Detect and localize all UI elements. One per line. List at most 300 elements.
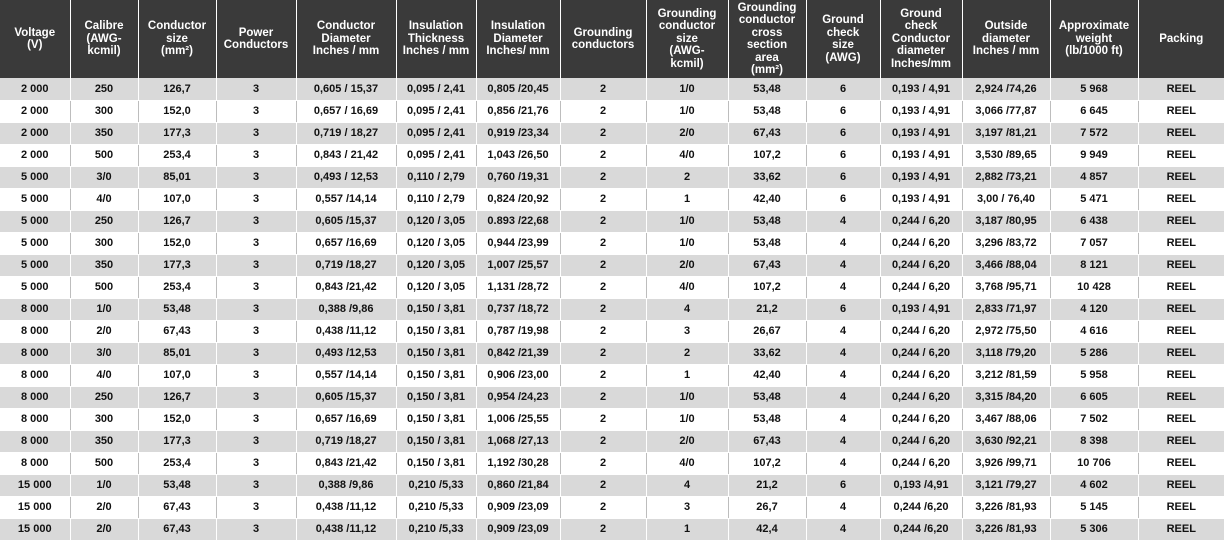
conductor-size-header: Conductor size (mm²) <box>138 0 216 78</box>
table-cell: 0,605 /15,37 <box>296 210 396 232</box>
table-cell: 1,043 /26,50 <box>476 144 560 166</box>
table-cell: 5 000 <box>0 210 70 232</box>
header-row <box>0 0 1224 78</box>
table-cell: 15 000 <box>0 474 70 496</box>
table-cell: 0,657 /16,69 <box>296 232 396 254</box>
table-cell: 6 438 <box>1050 210 1138 232</box>
table-cell: 53,48 <box>728 78 806 100</box>
table-cell: 2 000 <box>0 78 70 100</box>
table-cell: 4 <box>806 518 880 540</box>
table-cell: 4 <box>806 254 880 276</box>
table-cell: REEL <box>1138 254 1224 276</box>
table-cell: 0,150 / 3,81 <box>396 298 476 320</box>
table-cell: 250 <box>70 210 138 232</box>
table-cell: 1,006 /25,55 <box>476 408 560 430</box>
table-cell: REEL <box>1138 188 1224 210</box>
table-cell: 0,906 /23,00 <box>476 364 560 386</box>
table-cell: 67,43 <box>138 496 216 518</box>
table-cell: 1/0 <box>646 386 728 408</box>
table-row <box>0 518 1224 540</box>
table-cell: 3,197 /81,21 <box>962 122 1050 144</box>
table-cell: 2 <box>560 430 646 452</box>
table-cell: 1 <box>646 188 728 210</box>
table-cell: 126,7 <box>138 210 216 232</box>
table-cell: 3 <box>646 496 728 518</box>
table-cell: 0,120 / 3,05 <box>396 232 476 254</box>
table-cell: 15 000 <box>0 496 70 518</box>
table-cell: REEL <box>1138 100 1224 122</box>
table-cell: 0,909 /23,09 <box>476 496 560 518</box>
table-cell: REEL <box>1138 276 1224 298</box>
table-cell: 0,244 / 6,20 <box>880 276 962 298</box>
table-cell: 7 572 <box>1050 122 1138 144</box>
table-cell: 2 <box>560 386 646 408</box>
table-cell: REEL <box>1138 452 1224 474</box>
insulation-thickness-header: Insulation Thickness Inches / mm <box>396 0 476 78</box>
table-cell: 177,3 <box>138 122 216 144</box>
table-cell: 0,760 /19,31 <box>476 166 560 188</box>
table-cell: 0,150 / 3,81 <box>396 364 476 386</box>
table-cell: 2,924 /74,26 <box>962 78 1050 100</box>
table-cell: 0,842 /21,39 <box>476 342 560 364</box>
table-cell: 0,787 /19,98 <box>476 320 560 342</box>
table-cell: 3,00 / 76,40 <box>962 188 1050 210</box>
table-cell: 500 <box>70 276 138 298</box>
table-cell: 6 <box>806 474 880 496</box>
table-cell: 0,244 / 6,20 <box>880 232 962 254</box>
table-cell: 6 <box>806 188 880 210</box>
table-cell: 0,244 / 6,20 <box>880 364 962 386</box>
table-cell: 152,0 <box>138 100 216 122</box>
table-cell: 3 <box>216 408 296 430</box>
table-cell: 0,605 /15,37 <box>296 386 396 408</box>
table-cell: 0,944 /23,99 <box>476 232 560 254</box>
table-cell: 1/0 <box>646 232 728 254</box>
table-cell: 0,493 / 12,53 <box>296 166 396 188</box>
table-cell: 53,48 <box>138 298 216 320</box>
table-cell: 53,48 <box>728 408 806 430</box>
table-cell: 0,193 / 4,91 <box>880 144 962 166</box>
table-cell: 3 <box>216 232 296 254</box>
table-cell: 3 <box>216 386 296 408</box>
table-cell: 2/0 <box>646 122 728 144</box>
calibre-header: Calibre (AWG- kcmil) <box>70 0 138 78</box>
table-cell: 2 <box>560 496 646 518</box>
table-cell: 0,193 / 4,91 <box>880 100 962 122</box>
table-cell: REEL <box>1138 408 1224 430</box>
table-cell: 8 000 <box>0 342 70 364</box>
table-cell: 4/0 <box>70 364 138 386</box>
table-cell: 6 <box>806 298 880 320</box>
table-cell: 4 <box>806 496 880 518</box>
table-cell: 0,438 /11,12 <box>296 320 396 342</box>
table-cell: 152,0 <box>138 232 216 254</box>
table-cell: 3 <box>216 78 296 100</box>
table-cell: 4 <box>806 320 880 342</box>
table-cell: 0,605 / 15,37 <box>296 78 396 100</box>
table-cell: 0,244 / 6,20 <box>880 210 962 232</box>
table-cell: 0,193 / 4,91 <box>880 298 962 320</box>
table-cell: 1,192 /30,28 <box>476 452 560 474</box>
table-cell: 3 <box>216 430 296 452</box>
table-cell: 6 <box>806 144 880 166</box>
table-cell: 4 <box>806 342 880 364</box>
table-cell: 0,719 /18,27 <box>296 254 396 276</box>
approximate-weight-header: Approximate weight (lb/1000 ft) <box>1050 0 1138 78</box>
table-cell: 2 <box>560 78 646 100</box>
table-cell: 4/0 <box>646 144 728 166</box>
table-cell: 42,40 <box>728 364 806 386</box>
ground-check-diameter-header: Ground check Conductor diameter Inches/mm <box>880 0 962 78</box>
table-cell: 2 <box>560 298 646 320</box>
table-cell: 0,150 / 3,81 <box>396 452 476 474</box>
table-cell: REEL <box>1138 364 1224 386</box>
table-cell: 107,2 <box>728 452 806 474</box>
table-cell: 7 502 <box>1050 408 1138 430</box>
table-cell: 4 <box>806 276 880 298</box>
table-cell: 5 000 <box>0 276 70 298</box>
table-cell: 500 <box>70 452 138 474</box>
table-cell: 126,7 <box>138 78 216 100</box>
table-cell: 0,150 / 3,81 <box>396 342 476 364</box>
table-cell: 0,860 /21,84 <box>476 474 560 496</box>
table-row <box>0 122 1224 144</box>
table-cell: 33,62 <box>728 166 806 188</box>
table-cell: 2 <box>560 210 646 232</box>
table-cell: 0,110 / 2,79 <box>396 166 476 188</box>
table-cell: REEL <box>1138 122 1224 144</box>
table-cell: REEL <box>1138 166 1224 188</box>
table-cell: 3 <box>216 122 296 144</box>
table-cell: 3 <box>216 474 296 496</box>
table-row <box>0 408 1224 430</box>
table-cell: 1,131 /28,72 <box>476 276 560 298</box>
table-cell: 3 <box>216 276 296 298</box>
table-cell: 1/0 <box>646 408 728 430</box>
table-cell: 3 <box>216 210 296 232</box>
table-row <box>0 496 1224 518</box>
table-cell: 300 <box>70 100 138 122</box>
table-cell: 2 <box>560 518 646 540</box>
table-cell: 4 <box>806 386 880 408</box>
outside-diameter-header: Outside diameter Inches / mm <box>962 0 1050 78</box>
table-cell: 2/0 <box>70 518 138 540</box>
grounding-conductors-header: Grounding conductors <box>560 0 646 78</box>
table-cell: 177,3 <box>138 430 216 452</box>
table-cell: 3,212 /81,59 <box>962 364 1050 386</box>
table-cell: 0,557 /14,14 <box>296 188 396 210</box>
table-cell: 2 000 <box>0 144 70 166</box>
table-cell: 3 <box>216 144 296 166</box>
table-cell: 2,882 /73,21 <box>962 166 1050 188</box>
table-cell: 85,01 <box>138 166 216 188</box>
table-cell: 0,244 / 6,20 <box>880 342 962 364</box>
table-cell: 126,7 <box>138 386 216 408</box>
grounding-conductor-size-header: Grounding conductor size (AWG- kcmil) <box>646 0 728 78</box>
table-cell: 67,43 <box>138 518 216 540</box>
table-cell: 2 <box>560 188 646 210</box>
table-cell: 0,095 / 2,41 <box>396 100 476 122</box>
table-cell: 0,120 / 3,05 <box>396 276 476 298</box>
table-cell: 0,244 / 6,20 <box>880 452 962 474</box>
table-cell: 4/0 <box>646 452 728 474</box>
table-cell: 42,40 <box>728 188 806 210</box>
table-cell: 0,909 /23,09 <box>476 518 560 540</box>
table-cell: 8 398 <box>1050 430 1138 452</box>
table-cell: 2/0 <box>646 254 728 276</box>
table-cell: 3,187 /80,95 <box>962 210 1050 232</box>
table-cell: 0,210 /5,33 <box>396 496 476 518</box>
table-cell: 10 706 <box>1050 452 1138 474</box>
table-cell: 1,068 /27,13 <box>476 430 560 452</box>
table-cell: 53,48 <box>728 232 806 254</box>
table-cell: 5 000 <box>0 166 70 188</box>
table-cell: 3 <box>216 100 296 122</box>
table-row <box>0 100 1224 122</box>
table-cell: REEL <box>1138 386 1224 408</box>
table-row <box>0 78 1224 100</box>
table-cell: 107,0 <box>138 364 216 386</box>
insulation-diameter-header: Insulation Diameter Inches/ mm <box>476 0 560 78</box>
table-cell: 177,3 <box>138 254 216 276</box>
table-row <box>0 188 1224 210</box>
table-body <box>0 78 1224 540</box>
table-cell: 2 <box>560 144 646 166</box>
table-cell: 3,118 /79,20 <box>962 342 1050 364</box>
table-cell: 0,388 /9,86 <box>296 474 396 496</box>
table-cell: 5 000 <box>0 254 70 276</box>
conductor-diameter-header: Conductor Diameter Inches / mm <box>296 0 396 78</box>
table-cell: 350 <box>70 430 138 452</box>
table-cell: 53,48 <box>728 100 806 122</box>
table-cell: 8 000 <box>0 408 70 430</box>
table-cell: 350 <box>70 122 138 144</box>
table-cell: 0,244 /6,20 <box>880 518 962 540</box>
table-cell: 2 <box>646 342 728 364</box>
table-cell: 0,557 /14,14 <box>296 364 396 386</box>
table-cell: 0,954 /24,23 <box>476 386 560 408</box>
table-cell: 3,530 /89,65 <box>962 144 1050 166</box>
table-cell: REEL <box>1138 320 1224 342</box>
table-cell: 3,926 /99,71 <box>962 452 1050 474</box>
table-row <box>0 166 1224 188</box>
table-row <box>0 342 1224 364</box>
table-cell: 5 000 <box>0 188 70 210</box>
table-cell: 0,719 /18,27 <box>296 430 396 452</box>
table-cell: REEL <box>1138 144 1224 166</box>
table-cell: 107,2 <box>728 144 806 166</box>
table-cell: 53,48 <box>728 210 806 232</box>
table-cell: 33,62 <box>728 342 806 364</box>
table-row <box>0 232 1224 254</box>
table-row <box>0 254 1224 276</box>
table-cell: 250 <box>70 386 138 408</box>
table-cell: 3,466 /88,04 <box>962 254 1050 276</box>
table-cell: 6 <box>806 78 880 100</box>
table-cell: 2 <box>560 254 646 276</box>
table-cell: 8 000 <box>0 452 70 474</box>
table-cell: 8 000 <box>0 320 70 342</box>
table-cell: 0,120 / 3,05 <box>396 210 476 232</box>
table-cell: 0,193 / 4,91 <box>880 78 962 100</box>
table-cell: 0,193 / 4,91 <box>880 188 962 210</box>
table-cell: 1,007 /25,57 <box>476 254 560 276</box>
table-cell: 4 <box>806 364 880 386</box>
table-cell: 8 000 <box>0 386 70 408</box>
table-cell: 2 <box>560 364 646 386</box>
table-cell: 21,2 <box>728 298 806 320</box>
table-header <box>0 0 1224 78</box>
table-cell: 2 <box>560 122 646 144</box>
table-cell: 2 000 <box>0 122 70 144</box>
table-cell: 2 <box>560 276 646 298</box>
table-cell: 5 145 <box>1050 496 1138 518</box>
table-cell: 5 968 <box>1050 78 1138 100</box>
table-cell: 0,193 / 4,91 <box>880 166 962 188</box>
table-cell: 152,0 <box>138 408 216 430</box>
table-cell: 0,244 /6,20 <box>880 496 962 518</box>
table-cell: 5 958 <box>1050 364 1138 386</box>
table-cell: 4 <box>806 408 880 430</box>
table-cell: 3,226 /81,93 <box>962 518 1050 540</box>
table-cell: 4 120 <box>1050 298 1138 320</box>
table-cell: 0,244 / 6,20 <box>880 320 962 342</box>
power-conductors-header: Power Conductors <box>216 0 296 78</box>
table-cell: 1/0 <box>646 78 728 100</box>
table-cell: REEL <box>1138 518 1224 540</box>
table-cell: 6 605 <box>1050 386 1138 408</box>
table-cell: 0,843 / 21,42 <box>296 144 396 166</box>
table-cell: 0,210 /5,33 <box>396 518 476 540</box>
table-row <box>0 474 1224 496</box>
table-cell: 2 <box>560 320 646 342</box>
table-cell: REEL <box>1138 430 1224 452</box>
table-cell: 253,4 <box>138 144 216 166</box>
table-cell: 0,843 /21,42 <box>296 452 396 474</box>
table-cell: 2 <box>560 342 646 364</box>
table-cell: 1/0 <box>646 100 728 122</box>
table-row <box>0 144 1224 166</box>
table-cell: 10 428 <box>1050 276 1138 298</box>
table-cell: 85,01 <box>138 342 216 364</box>
table-cell: 7 057 <box>1050 232 1138 254</box>
table-cell: 21,2 <box>728 474 806 496</box>
table-cell: 2 <box>560 232 646 254</box>
table-cell: 5 471 <box>1050 188 1138 210</box>
table-cell: 1/0 <box>646 210 728 232</box>
table-cell: 0,120 / 3,05 <box>396 254 476 276</box>
table-cell: 2,972 /75,50 <box>962 320 1050 342</box>
table-cell: REEL <box>1138 78 1224 100</box>
table-cell: 4 <box>646 474 728 496</box>
table-row <box>0 298 1224 320</box>
table-cell: REEL <box>1138 496 1224 518</box>
table-cell: 3 <box>216 342 296 364</box>
table-cell: 2/0 <box>70 496 138 518</box>
table-cell: 0,719 / 18,27 <box>296 122 396 144</box>
table-row <box>0 320 1224 342</box>
table-cell: 0,095 / 2,41 <box>396 78 476 100</box>
table-cell: 3 <box>216 518 296 540</box>
table-cell: 1 <box>646 518 728 540</box>
voltage-header: Voltage (V) <box>0 0 70 78</box>
table-cell: 8 000 <box>0 298 70 320</box>
ground-check-size-header: Ground check size (AWG) <box>806 0 880 78</box>
table-cell: 15 000 <box>0 518 70 540</box>
table-cell: 350 <box>70 254 138 276</box>
table-row <box>0 452 1224 474</box>
table-cell: 2/0 <box>70 320 138 342</box>
table-cell: 3,066 /77,87 <box>962 100 1050 122</box>
table-cell: 107,0 <box>138 188 216 210</box>
table-cell: 26,67 <box>728 320 806 342</box>
table-cell: 3 <box>216 166 296 188</box>
table-cell: REEL <box>1138 232 1224 254</box>
table-cell: 5 000 <box>0 232 70 254</box>
table-cell: 0,919 /23,34 <box>476 122 560 144</box>
table-cell: 4 <box>806 430 880 452</box>
table-cell: 3,467 /88,06 <box>962 408 1050 430</box>
table-cell: 0.893 /22,68 <box>476 210 560 232</box>
table-cell: 0,110 / 2,79 <box>396 188 476 210</box>
grounding-conductor-area-header: Grounding conductor cross section area (mm²) <box>728 0 806 78</box>
table-cell: 0,657 /16,69 <box>296 408 396 430</box>
table-cell: 107,2 <box>728 276 806 298</box>
table-cell: 500 <box>70 144 138 166</box>
table-cell: 42,4 <box>728 518 806 540</box>
table-cell: REEL <box>1138 298 1224 320</box>
table-cell: 4 <box>806 232 880 254</box>
table-cell: 2,833 /71,97 <box>962 298 1050 320</box>
table-cell: 0,193 / 4,91 <box>880 122 962 144</box>
table-cell: 2 <box>560 474 646 496</box>
table-cell: 300 <box>70 232 138 254</box>
table-cell: 2 <box>560 408 646 430</box>
table-cell: 6 645 <box>1050 100 1138 122</box>
table-cell: 67,43 <box>728 430 806 452</box>
table-cell: 0,150 / 3,81 <box>396 408 476 430</box>
table-cell: 0,657 / 16,69 <box>296 100 396 122</box>
table-cell: 0,438 /11,12 <box>296 518 396 540</box>
table-cell: 8 000 <box>0 430 70 452</box>
table-cell: 0,438 /11,12 <box>296 496 396 518</box>
table-cell: 3 <box>216 298 296 320</box>
table-cell: 4 616 <box>1050 320 1138 342</box>
table-cell: 3,296 /83,72 <box>962 232 1050 254</box>
table-cell: 0,737 /18,72 <box>476 298 560 320</box>
table-cell: 53,48 <box>728 386 806 408</box>
packing-header: Packing <box>1138 0 1224 78</box>
table-cell: 6 <box>806 166 880 188</box>
table-cell: 8 121 <box>1050 254 1138 276</box>
table-cell: 0,824 /20,92 <box>476 188 560 210</box>
table-cell: 5 286 <box>1050 342 1138 364</box>
table-cell: 3,226 /81,93 <box>962 496 1050 518</box>
table-row <box>0 210 1224 232</box>
table-cell: 4/0 <box>70 188 138 210</box>
table-cell: 3,630 /92,21 <box>962 430 1050 452</box>
table-cell: 2 <box>646 166 728 188</box>
table-cell: 5 306 <box>1050 518 1138 540</box>
table-cell: REEL <box>1138 474 1224 496</box>
table-row <box>0 430 1224 452</box>
table-cell: 0,095 / 2,41 <box>396 122 476 144</box>
table-row <box>0 364 1224 386</box>
table-cell: 2/0 <box>646 430 728 452</box>
table-cell: 0,193 /4,91 <box>880 474 962 496</box>
table-cell: 3/0 <box>70 166 138 188</box>
table-cell: 26,7 <box>728 496 806 518</box>
